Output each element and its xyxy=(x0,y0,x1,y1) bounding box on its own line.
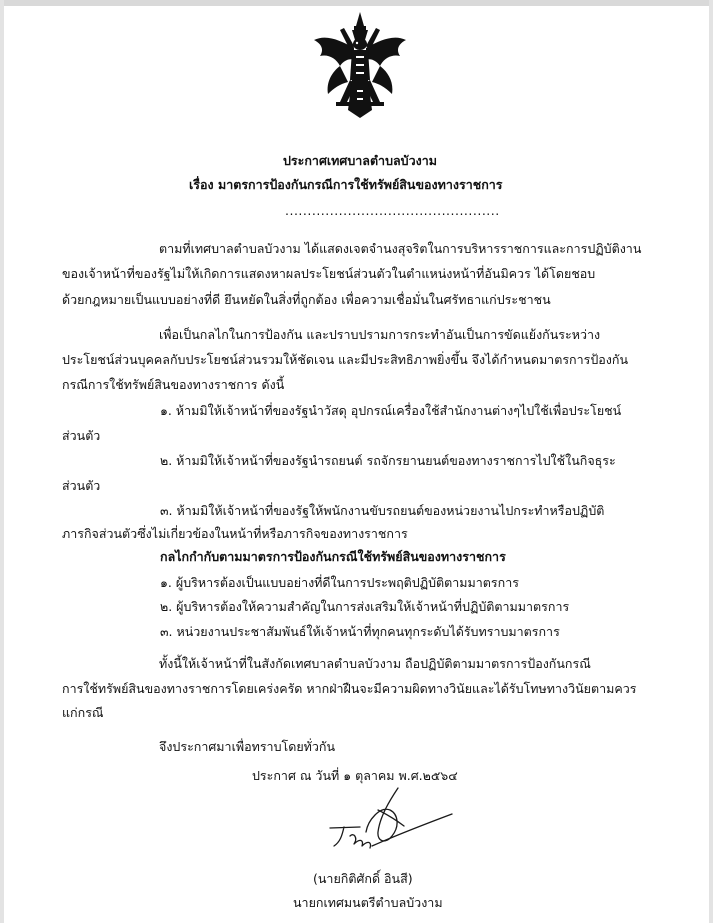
window-right-border xyxy=(709,0,713,923)
signatory-position: นายกเทศมนตรีตำบลบัวงาม xyxy=(293,895,443,910)
announcement-subject: เรื่อง มาตรการป้องกันกรณีการใช้ทรัพย์สินของทางราชการ xyxy=(189,177,503,192)
measure-2-cont: ส่วนตัว xyxy=(62,478,101,493)
title-separator: ................................................ xyxy=(285,203,500,218)
paragraph-3-line-2: การใช้ทรัพย์สินของทางราชการโดยเคร่งครัด หากฝ่าฝืนจะมีความผิดทางวินัยและได้รับโทษทางวินัยตามควร xyxy=(62,681,637,696)
mechanism-1: ๑. ผู้บริหารต้องเป็นแบบอย่างที่ดีในการประพฤติปฏิบัติตามมาตรการ xyxy=(160,575,519,590)
closing-statement: จึงประกาศมาเพื่อทราบโดยทั่วกัน xyxy=(159,739,336,754)
signatory-name: (นายกิติศักดิ์ อินสี) xyxy=(313,871,413,886)
announcement-title: ประกาศเทศบาลตำบลบัวงาม xyxy=(283,153,437,168)
handwritten-signature xyxy=(320,780,460,860)
paragraph-3-line-1: ทั้งนี้ให้เจ้าหน้าที่ในสังกัดเทศบาลตำบลบัวงาม ถือปฏิบัติตามมาตรการป้องกันกรณี xyxy=(159,656,591,671)
paragraph-1-line-1: ตามที่เทศบาลตำบลบัวงาม ได้แสดงเจตจำนงสุจริตในการบริหารราชการและการปฏิบัติงาน xyxy=(159,241,642,256)
mechanism-3: ๓. หน่วยงานประชาสัมพันธ์ให้เจ้าหน้าที่ทุกคนทุกระดับได้รับทราบมาตรการ xyxy=(160,624,560,639)
window-top-border xyxy=(0,0,713,6)
mechanism-heading: กลไกกำกับตามมาตรการป้องกันกรณีใช้ทรัพย์สินของทางราชการ xyxy=(160,549,506,564)
mechanism-2: ๒. ผู้บริหารต้องให้ความสำคัญในการส่งเสริมให้เจ้าหน้าที่ปฏิบัติตามมาตรการ xyxy=(160,599,570,614)
paragraph-1-line-3: ด้วยกฎหมายเป็นแบบอย่างที่ดี ยึนหยัดในสิ่งที่ถูกต้อง เพื่อความเชื่อมั่นในศรัทธาแก่ประชาชน xyxy=(62,292,551,307)
measure-2: ๒. ห้ามมิให้เจ้าหน้าที่ของรัฐนำรถยนต์ รถจักรยานยนต์ของทางราชการไปใช้ในกิจธุระ xyxy=(160,453,616,468)
paragraph-2-line-1: เพื่อเป็นกลไกในการป้องกัน และปราบปรามการกระทำอันเป็นการขัดแย้งกันระหว่าง xyxy=(159,327,601,342)
measure-3: ๓. ห้ามมิให้เจ้าหน้าที่ของรัฐให้พนักงานขับรถยนต์ของหน่วยงานไปกระทำหรือปฏิบัติ xyxy=(160,503,605,518)
window-left-border xyxy=(0,0,4,923)
announcement-date: ประกาศ ณ วันที่ ๑ ตุลาคม พ.ศ.๒๕๖๔ xyxy=(252,768,458,783)
paragraph-2-line-2: ประโยชน์ส่วนบุคคลกับประโยชน์ส่วนรวมให้ชัดเจน และมีประสิทธิภาพยิ่งขึ้น จึงได้กำหนดมาตรการป้องกัน xyxy=(62,352,628,367)
paragraph-3-line-3: แก่กรณี xyxy=(62,705,104,720)
paragraph-2-line-3: กรณีการใช้ทรัพย์สินของทางราชการ ดังนี้ xyxy=(62,377,285,392)
measure-1-cont: ส่วนตัว xyxy=(62,428,101,443)
paragraph-1-line-2: ของเจ้าหน้าที่ของรัฐไม่ให้เกิดการแสดงหาผลประโยชน์ส่วนตัวในตำแหน่งหน้าที่อันมิควร ได้โดยชอบ xyxy=(62,266,596,281)
garuda-emblem-icon xyxy=(310,10,410,122)
measure-1: ๑. ห้ามมิให้เจ้าหน้าที่ของรัฐนำวัสดุ อุปกรณ์เครื่องใช้สำนักงานต่างๆไปใช้เพื่อประโยชน์ xyxy=(160,403,622,418)
measure-3-cont: ภารกิจส่วนตัวซึ่งไม่เกี่ยวข้องในหน้าที่หรือภารกิจของทางราชการ xyxy=(62,526,408,541)
